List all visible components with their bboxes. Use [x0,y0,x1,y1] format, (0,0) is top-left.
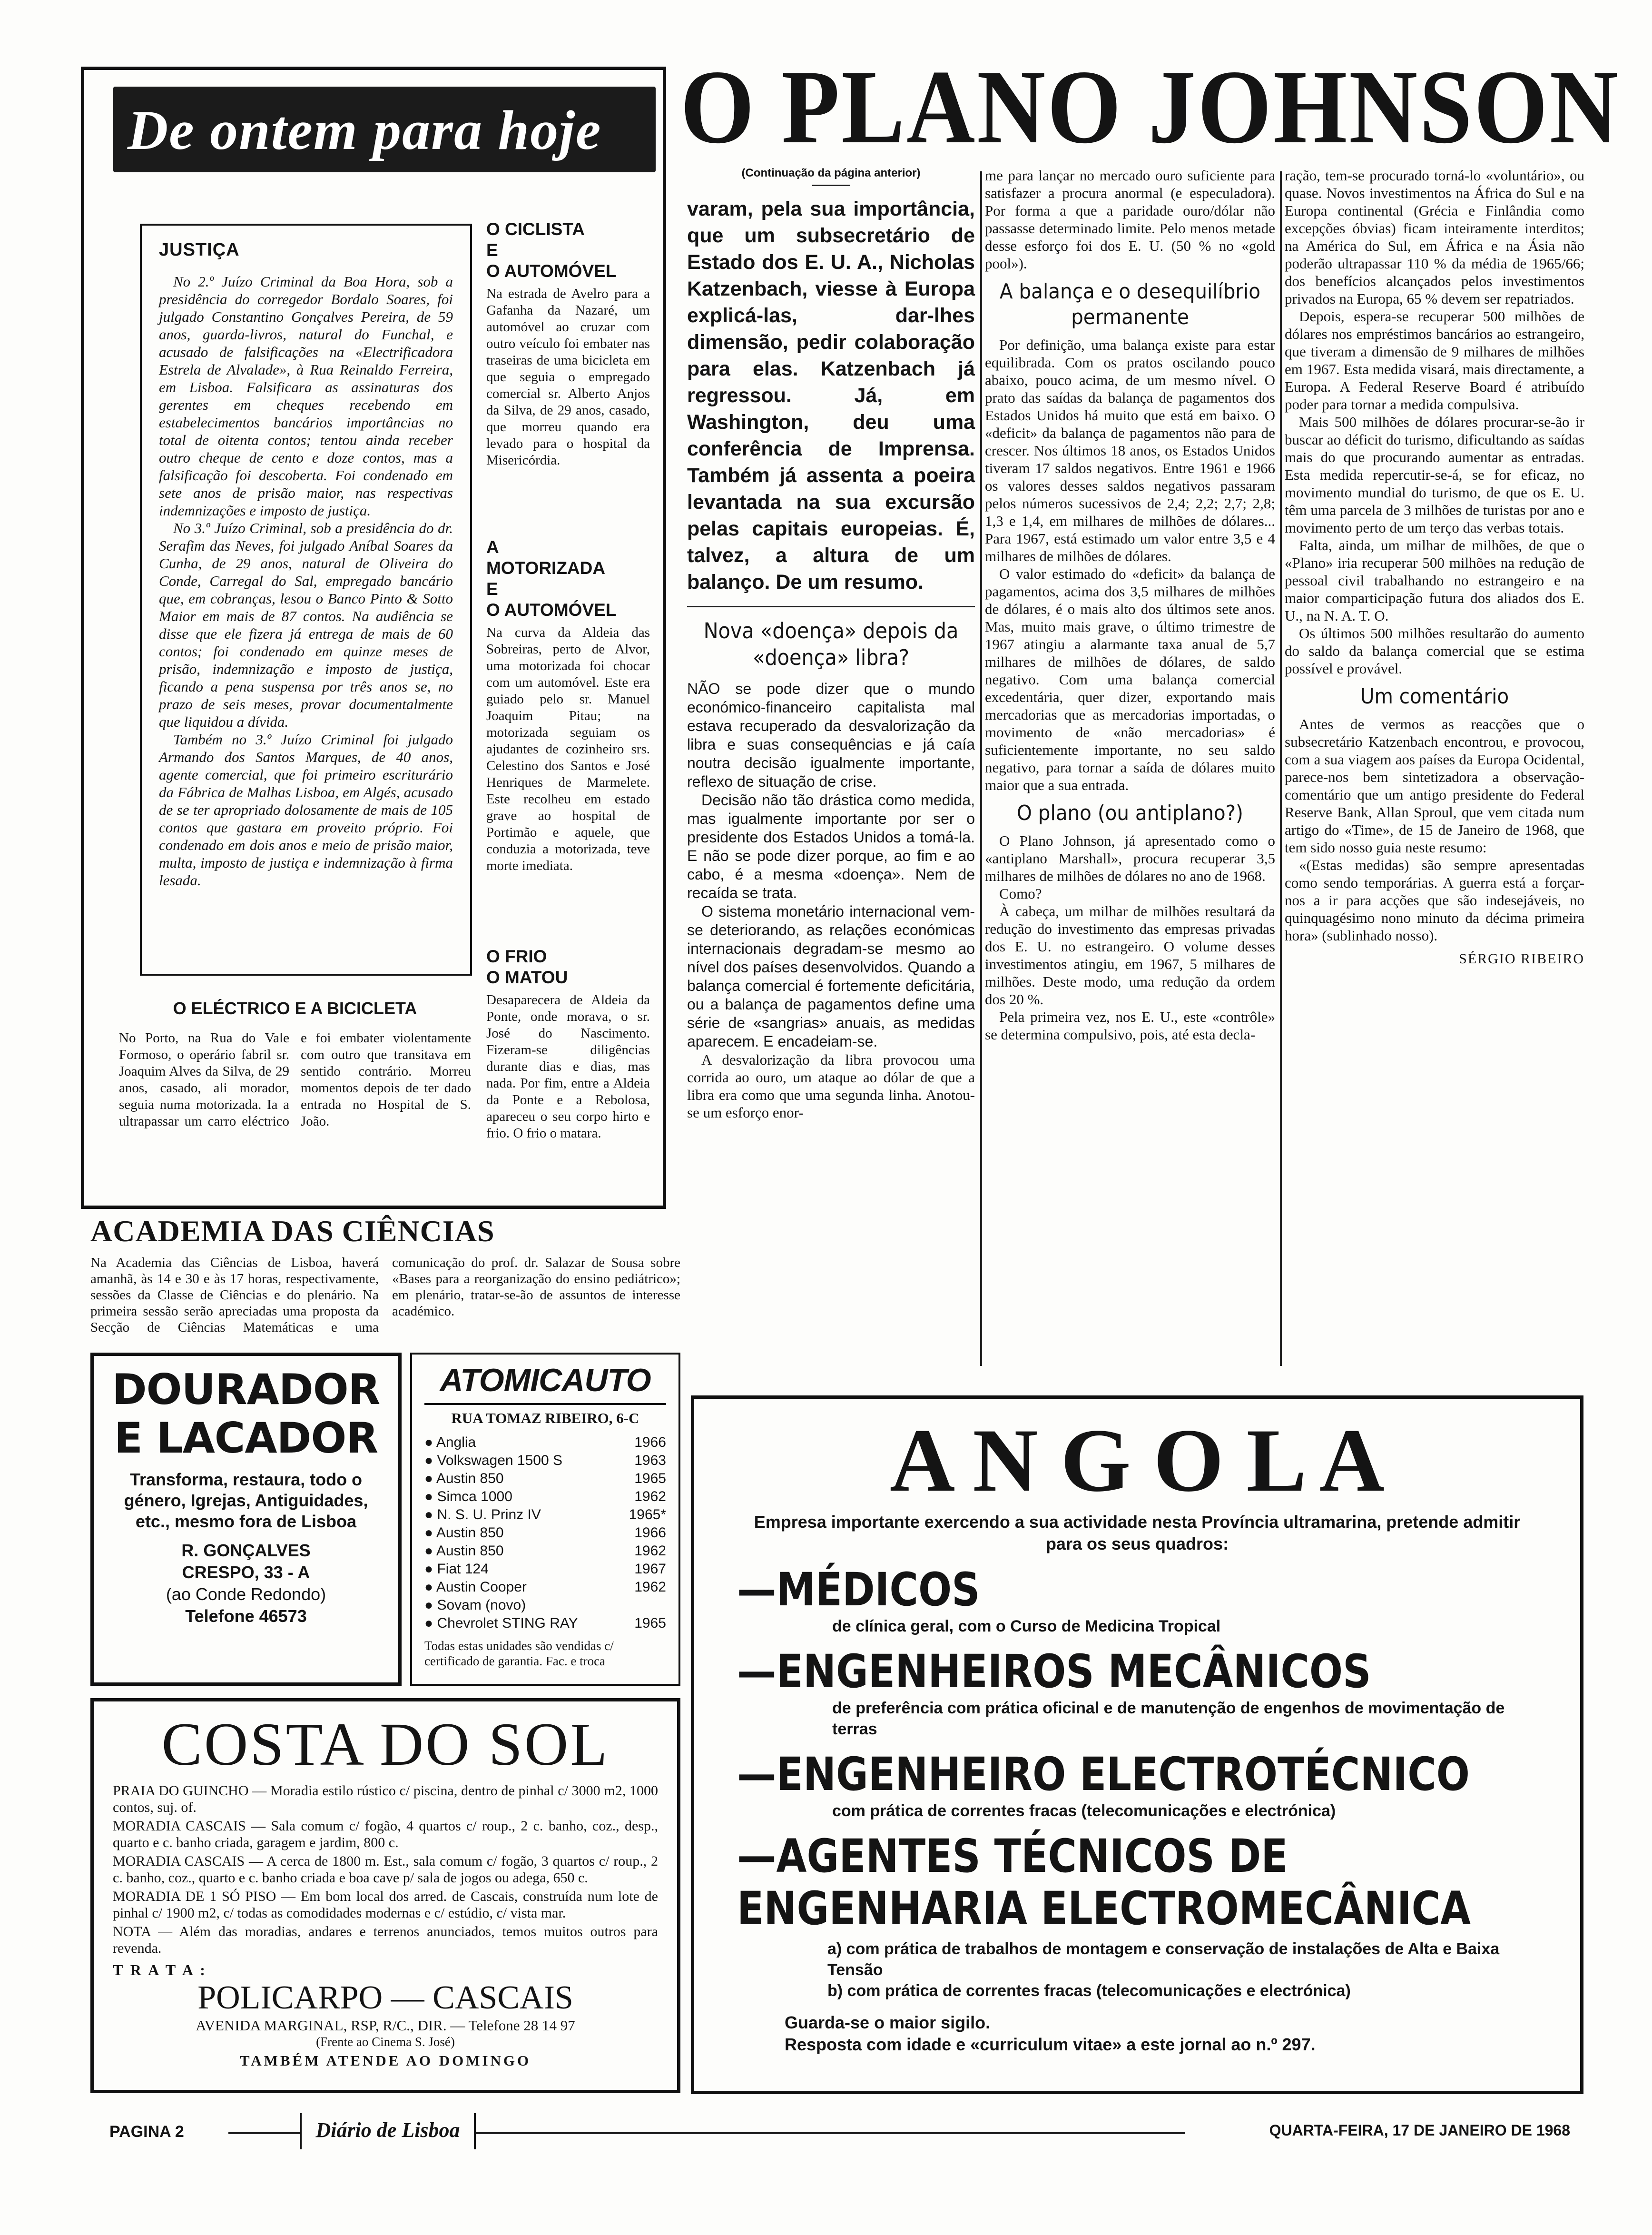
motorizada-heading-2: MOTORIZADA [486,558,606,578]
angola-closing: Guarda-se o maior sigilo. [785,2013,991,2032]
plano-column-1 [687,167,975,1385]
ciclista-text: Na estrada de Avelro para a Gafanha da Nazaré, um automóvel ao cruzar com outro veículo foi embater nas traseiras de uma bicicleta em que seguia o empregado comercial sr. Alberto Anjos da Silva, de 29 anos, casado, que morreu quando era levado para o hospital da Misericórdia. [486,286,650,468]
car-name-text: Sovam (novo) [437,1597,526,1613]
car-year: 1966 [634,1525,666,1541]
plano-col2-paragraph-5: À cabeça, um milhar de milhões resultará da redução do investimento das empresas privadas dos E. U. no estrangeiro. O volume desses investimentos atingiu, em 1967, 5 milhares de milhões. Deste modo, uma redução da ordem dos 20 %. [985,903,1275,1008]
ciclista-heading-1: O CICLISTA [486,219,585,239]
justica-paragraph-3: Também no 3.º Juízo Criminal foi julgado Armando dos Santos Marques, de 40 anos, agente comercial, que foi primeiro escriturário da Fábrica de Malhas Lisboa, em Algés, acusado de se ter apropriado dolosamente de mais de 105 contos que gastara em proveito próprio. Foi condenado em dois anos e meio de prisão maior, multa, imposto de justiça e indemnização à firma lesada. [159,731,453,889]
plano-subhead-2: A balança e o desequilíbrio permanente [999,279,1261,329]
footer-masthead: Diário de Lisboa [315,2118,460,2142]
angola-job-3-title: —ENGENHEIRO ELECTROTÉCNICO [737,1748,1470,1801]
angola-reply: Resposta com idade e «curriculum vitae» a este jornal ao n.º 297. [785,2035,1316,2054]
car-row [424,1434,666,1452]
car-year: 1962 [634,1579,666,1595]
bullet-icon: ● [424,1453,437,1468]
footer-masthead-box [300,2113,476,2149]
frio-heading-1: O FRIO [486,947,547,966]
car-name [424,1488,512,1506]
car-name-text: Volkswagen 1500 S [437,1453,562,1468]
plano-lead: varam, pela sua importância, que um subsecretário de Estado dos E. U. A., Nicholas Katzenbach, viesse à Europa explicá-las, dar-lhes dimensão, pedir colaboração para elas. Katzenbach já regressou. Já, em Washington, deu uma conferência de Imprensa. Também já assenta a poeira levantada na sua excursão pelas capitais europeias. É, talvez, a altura de um balanço. De um resumo. [687,198,975,593]
plano-col3-paragraph-5: Os últimos 500 milhões resultarão do aumento do saldo da balança comercial que se estima possível e provável. [1285,625,1584,677]
car-name [424,1542,504,1560]
atomicauto-ad [410,1353,680,1686]
angola-job-1-desc: de clínica geral, com o Curso de Medicina Tropical [832,1617,1221,1635]
dourador-title-2: E LACADOR [114,1414,378,1463]
car-row [424,1506,666,1524]
motorizada-article [486,537,650,951]
car-row [424,1578,666,1596]
car-name [424,1524,504,1542]
costa-do-sol-ad [90,1698,680,2093]
car-name [424,1596,526,1614]
plano-col3-paragraph-3: Mais 500 milhões de dólares procurar-se-ão ir buscar ao déficit do turismo, dificultando as saídas mais do que procurando aumentar as entradas. Esta medida repercutir-se-á, se for eficaz, no movimento mundial do turismo, de que os E. U. têm uma parcela de 3 milhões de turistas por ano e movimento perto de um terço das verbas totais. [1285,414,1584,536]
plano-col1-paragraph-1: NÃO se pode dizer que o mundo económico-financeiro capitalista mal estava recuperado da desvalorização da libra e suas consequências e já caía noutra decisão igualmente importante, reflexo de situação de crise. [687,680,975,790]
car-name-text: Austin Cooper [436,1579,527,1595]
plano-col3-paragraph-7: «(Estas medidas) são sempre apresentadas como sendo temporárias. A guerra está a forçar-nos a ir para acções que são indesejáveis, no quinquagésimo nono minuto da décima primeira hora» (sublinhado nosso). [1285,857,1584,944]
car-row [424,1488,666,1506]
car-year: 1962 [634,1543,666,1559]
angola-job-3-desc: com prática de correntes fracas (telecomunicações e electrónica) [832,1802,1336,1820]
plano-col3-paragraph-1: ração, tem-se procurado torná-lo «voluntário», ou quase. Novos investimentos na África do Sul e na Europa continental (Grécia e Finlândia como excepções óbvias) ficam inteiramente interditos; na América do Sul, em África e na Ásia não poderão ultrapassar 110 % da média de 1965/66; dos benefícios alcançados pelos investimentos privados na Europa, 65 % devem ser repatriados. [1285,167,1584,307]
car-name-text: N. S. U. Prinz IV [437,1507,541,1523]
ciclista-heading-3: O AUTOMÓVEL [486,261,617,281]
car-name [424,1470,504,1488]
plano-col1-paragraph-3: O sistema monetário internacional vem-se deteriorando, as relações económicas internacionais degradam-se mesmo ao nível dos países desenvolvidos. Quando a balança comercial é fortemente deficitária, ou a balança de pagamentos define uma série de «sangrias» anuais, as medidas aparecem. E encadeiam-se. [687,903,975,1050]
car-name [424,1434,476,1452]
dourador-contact-3: (ao Conde Redondo) [166,1584,326,1604]
dourador-description: Transforma, restaura, todo o género, Igrejas, Antiguidades, etc., mesmo fora de Lisboa [124,1470,368,1531]
plano-title: O PLANO JOHNSON [680,49,1620,166]
dourador-contact-2: CRESPO, 33 - A [182,1563,310,1582]
electrico-text: No Porto, na Rua do Vale Formoso, o operário fabril sr. Joaquim Alves da Silva, de 29 anos, casado, ali morador, seguia numa motorizada. Ia a ultrapassar um carro eléctrico e foi embater violentamente com outro que transitava em sentido contrário. Morreu momentos depois de ter dado entrada no Hospital de S. João. [119,1030,471,1129]
justica-paragraph-1: No 2.º Juízo Criminal da Boa Hora, sob a presidência do corregedor Bordalo Soares, foi julgado Constantino Gonçalves Pereira, de 59 anos, guarda-livros, natural do Funchal, e acusado de falsificações na «Electrificadora Estrela de Alvalade», à Rua Reinaldo Ferreira, em Lisboa. Falsificara as assinaturas dos gerentes em cheques recebendo em estabelecimentos bancários importâncias no total de oitenta contos; tentou ainda receber outro cheque de cento e doze contos, mas a falsificação foi descoberta. Foi condenado em sete anos de prisão maior, nas respectivas indemnizações e imposto de justiça. [159,273,453,519]
plano-col2-paragraph-6: Pela primeira vez, nos E. U., este «contrôle» se determina compulsivo, pois, até esta decla- [985,1009,1275,1043]
footer-rule-left [228,2132,300,2134]
bullet-icon: ● [424,1561,437,1577]
car-name-text: Fiat 124 [437,1561,489,1577]
plano-col3-paragraph-6: Antes de vermos as reacções que o subsecretário Katzenbach encontrou, e provocou, com a sua viagem aos países da Europa Ocidental, parece-nos bem sintetizadora a observação-comentário que um antigo presidente do Federal Reserve Bank, Allan Sproul, que vem citada num artigo do «Time», de 15 de Janeiro de 1968, que tem sido nosso guia neste resumo: [1285,716,1584,856]
bullet-icon: ● [424,1579,436,1595]
plano-column-2 [985,167,1275,1385]
plano-col2-paragraph-1: Por definição, uma balança existe para estar equilibrada. Com os pratos oscilando pouco abaixo, pouco acima, de um mesmo nível. O prato das saídas da balança de pagamentos dos Estados Unidos há muito que está em baixo. O «deficit» da balança de pagamentos não para de crescer. Nos últimos 18 anos, os Estados Unidos tiveram 17 saldos negativos. Entre 1961 e 1966 os valores desses saldos negativos passaram pelos números sucessivos de 2,4; 2,2; 2,7; 2,8; 1,3 e 1,4, em milhares de milhões de dólares... Para 1967, está estimado um valor entre 3,5 e 4 milhares de milhões de dólares. [985,336,1275,564]
justica-paragraph-2: No 3.º Juízo Criminal, sob a presidência do dr. Serafim das Neves, foi julgado Aníbal Soares da Cunha, de 29 anos, natural de Oliveira do Conde, Carregal do Sal, empregado bancário que, em cobranças, lesou o Banco Pinto & Sotto Maior em mais de 87 contos. Na audiência se disse que ele fizera já entrega de mais de 60 contos; foi condenado em quinze meses de prisão, indemnização e imposto de justiça, ficando a pena suspensa por três anos se, no prazo de seis meses, provar documentalmente que liquidou a dívida. [159,520,453,730]
bullet-icon: ● [424,1615,437,1631]
plano-col2-paragraph-2: O valor estimado do «deficit» da balança de pagamentos, acima dos 3,5 milhares de milhões de dólares, é o mais alto dos últimos sete anos. Mas, muito mais grave, o último trimestre de 1967 atingiu a alarmante taxa anual de 5,7 milhares de milhões de dólares, de saldo negativo. Com uma balança comercial excedentária, quer dizer, exportando mais mercadorias que as mercadorias importadas, o movimento de «não mercadorias» é suficientemente importante, no seu saldo negativo, para tornar a saída de dólares muito maior que a sua entrada. [985,565,1275,793]
car-year: 1966 [634,1434,666,1450]
costa-entry: MORADIA DE 1 SÓ PISO — Em bom local dos arred. de Cascais, construída num lote de pinhal c/ 1900 m2, c/ todas as comodidades modernas e c/ estúdio, c/ vista mar. [113,1889,658,1921]
plano-col3-paragraph-4: Falta, ainda, um milhar de milhões, de que o «Plano» iria recuperar 500 milhões na redução de pessoal civil trabalhando no estrangeiro e na maior comparticipação futura dos aliados dos E. U., na N. A. T. O. [1285,537,1584,624]
dourador-ad [90,1353,402,1686]
motorizada-heading-3: E [486,579,498,599]
car-name [424,1506,541,1524]
angola-intro: Empresa importante exercendo a sua actividade nesta Província ultramarina, pretende admitir para os seus quadros: [754,1512,1521,1553]
frio-heading-2: O MATOU [486,968,568,987]
car-row [424,1452,666,1470]
costa-company: POLICARPO — CASCAIS [197,1979,573,2016]
plano-continuation: (Continuação da página anterior) [741,167,921,179]
electrico-article [119,999,471,1198]
academia-heading: ACADEMIA DAS CIÊNCIAS [90,1214,495,1248]
car-row [424,1596,666,1614]
plano-lead-divider [687,606,975,607]
car-name-text: Simca 1000 [437,1489,512,1504]
costa-landmark: (Frente ao Cinema S. José) [316,2035,455,2049]
bullet-icon: ● [424,1471,436,1486]
plano-col2-paragraph-4: Como? [999,885,1042,902]
footer-page-number: PAGINA 2 [109,2123,184,2141]
atomicauto-car-list [424,1434,666,1632]
car-name-text: Austin 850 [436,1525,504,1541]
dourador-title-1: DOURADOR [112,1365,380,1414]
footer-rule-right [476,2132,1185,2134]
plano-subhead-1: Nova «doença» depois da «doença» libra? [703,618,959,670]
car-name-text: Chevrolet STING RAY [437,1615,578,1631]
car-name [424,1614,578,1632]
car-row [424,1470,666,1488]
bullet-icon: ● [424,1525,436,1541]
costa-address: AVENIDA MARGINAL, RSP, R/C., DIR. — Telefone 28 14 97 [196,2017,575,2034]
section-banner-title: De ontem para hoje [128,99,602,161]
car-name-text: Austin 850 [436,1471,504,1486]
angola-title: A N G O L A [890,1411,1385,1511]
car-name-text: Anglia [436,1434,476,1450]
justica-heading: JUSTIÇA [159,240,240,260]
motorizada-heading-1: A [486,537,499,557]
costa-title: COSTA DO SOL [161,1711,610,1778]
car-name [424,1578,527,1596]
plano-column-rule-1 [980,171,982,1366]
costa-entry: NOTA — Além das moradias, andares e terrenos anunciados, temos muitos outros para revenda. [113,1924,658,1956]
motorizada-heading-4: O AUTOMÓVEL [486,600,617,620]
angola-job-2-desc: de preferência com prática oficinal e de manutenção de engenhos de movimentação de terras [832,1699,1505,1738]
academia-text: Na Academia das Ciências de Lisboa, haverá amanhã, às 14 e 30 e às 17 horas, respectivamente, sessões da Classe de Ciências e do plenário. Na primeira sessão serão apreciadas uma proposta da Secção de Ciências Matemáticas e uma comunicação do prof. dr. Salazar de Sousa sobre «Bases para a reorganização do ensino pediátrico»; em plenário, tratar-se-ão de assuntos de interesse académico. [90,1255,680,1335]
costa-entry: MORADIA CASCAIS — Sala comum c/ fogão, 4 quartos c/ roup., 2 c. banho, coz., desp., quarto e c. banho criada, garagem e jardim, 800 c. [113,1818,658,1850]
costa-trata: T R A T A : [113,1961,207,1978]
plano-continuation-rule [812,185,850,186]
plano-col1-paragraph-4: A desvalorização da libra provocou uma corrida ao ouro, um ataque ao dólar de que a libra era como que uma segunda linha. Anotou-se um esforço enor- [687,1051,975,1121]
justica-article [140,224,472,976]
ciclista-article [486,219,650,543]
car-name-text: Austin 850 [436,1543,504,1559]
car-year: 1965 [634,1471,666,1486]
plano-col2-top: me para lançar no mercado ouro suficiente para satisfazer a procura anormal (e especuladora). Por forma a que a paridade ouro/dólar não passasse determinado limite. Pelo menos metade desse esforço foi dos E. U. (50 % no «gold pool»). [985,167,1275,272]
footer-date: QUARTA-FEIRA, 17 DE JANEIRO DE 1968 [1269,2122,1570,2139]
motorizada-text: Na curva da Aldeia das Sobreiras, perto de Alvor, uma motorizada foi chocar com um automóvel. Este era guiado pelo sr. Manuel Joaquim Pitau; na motorizada seguiam os ajudantes de cozinheiro srs. Celestino dos Santos e José Henriques de Marmelete. Este recolheu em estado grave ao hospital de Portimão e aquele, que conduzia a motorizada, teve morte imediata. [486,625,650,873]
car-row [424,1560,666,1578]
car-year: 1962 [634,1489,666,1504]
bullet-icon: ● [424,1543,436,1559]
bullet-icon: ● [424,1507,437,1523]
car-row [424,1542,666,1560]
plano-col2-paragraph-3: O Plano Johnson, já apresentado como o «antiplano Marshall», procura recuperar 3,5 milhares de milhões de dólares no ano de 1968. [985,832,1275,884]
dourador-contact-1: R. GONÇALVES [181,1541,311,1560]
ciclista-heading-2: E [486,240,498,260]
atomicauto-note: Todas estas unidades são vendidas c/ certificado de garantia. Fac. e troca [424,1639,614,1668]
plano-column-rule-2 [1280,171,1282,1366]
plano-col1-paragraph-2: Decisão não tão drástica como medida, mas igualmente importante por ser o presidente dos Estados Unidos a tomá-la. E não se pode dizer porque, ao fim e ao cabo, é a mesma «doença». Nem de recaída se trata. [687,791,975,901]
bullet-icon: ● [424,1597,437,1613]
atomicauto-title: ATOMICAUTO [424,1361,666,1405]
plano-col3-paragraph-2: Depois, espera-se recuperar 500 milhões de dólares nos empréstimos bancários ao estrangeiro, que tiveram a dimensão de 9 milhares de milhões em 1967. Esta medida visará, mais directamente, a Europa. A Federal Reserve Board é atribuído poder para tornar a medida compulsiva. [1285,308,1584,413]
costa-entries [113,1782,658,1957]
car-year: 1967 [634,1561,666,1577]
angola-job-1-title: —MÉDICOS [737,1563,980,1616]
plano-column-3 [1285,167,1584,1385]
atomicauto-address: RUA TOMAZ RIBEIRO, 6-C [451,1410,639,1426]
angola-job-2-title: —ENGENHEIROS MECÂNICOS [737,1645,1371,1698]
angola-ad [691,1395,1583,2094]
costa-entry: MORADIA CASCAIS — A cerca de 1800 m. Est., sala comum c/ fogão, 3 quartos c/ roup., 2 c. banho, coz., quarto e c. banho criada e boa cave p/ sala de jogos ou adega, 650 c. [113,1853,658,1886]
frio-text: Desaparecera de Aldeia da Ponte, onde morava, o sr. José do Nascimento. Fizeram-se diligências durante dias e dias, mas nada. Por fim, entre a Aldeia da Ponte e a Rebolosa, apareceu o seu corpo hirto e frio. O frio o matara. [486,992,650,1141]
car-year: 1965* [629,1507,666,1523]
car-name [424,1560,489,1578]
car-year: 1963 [634,1453,666,1468]
car-name [424,1452,562,1470]
angola-option-b: b) com prática de correntes fracas (telecomunicações e electrónica) [827,1982,1351,2000]
dourador-contact-4: Telefone 46573 [185,1606,307,1626]
angola-job-4-title: —AGENTES TÉCNICOS DE ENGENHARIA ELECTROMECÂNICA [737,1830,1471,1935]
car-row [424,1614,666,1632]
car-row [424,1524,666,1542]
angola-option-a: a) com prática de trabalhos de montagem e conservação de instalações de Alta e Baixa Tensão [827,1940,1500,1979]
costa-footer: TAMBÉM ATENDE AO DOMINGO [239,2052,531,2069]
section-banner [113,87,656,172]
bullet-icon: ● [424,1489,437,1504]
bullet-icon: ● [424,1434,436,1450]
plano-subhead-4: Um comentário [1360,684,1509,709]
costa-entry: PRAIA DO GUINCHO — Moradia estilo rústico c/ piscina, dentro de pinhal c/ 3000 m2, 1000 contos, suj. of. [113,1783,658,1815]
plano-author: SÉRGIO RIBEIRO [1459,951,1584,967]
electrico-heading: O ELÉCTRICO E A BICICLETA [173,999,417,1018]
plano-subhead-3: O plano (ou antiplano?) [1017,801,1243,825]
frio-article [486,946,650,1198]
academia-article [90,1214,680,1342]
car-year: 1965 [634,1615,666,1631]
